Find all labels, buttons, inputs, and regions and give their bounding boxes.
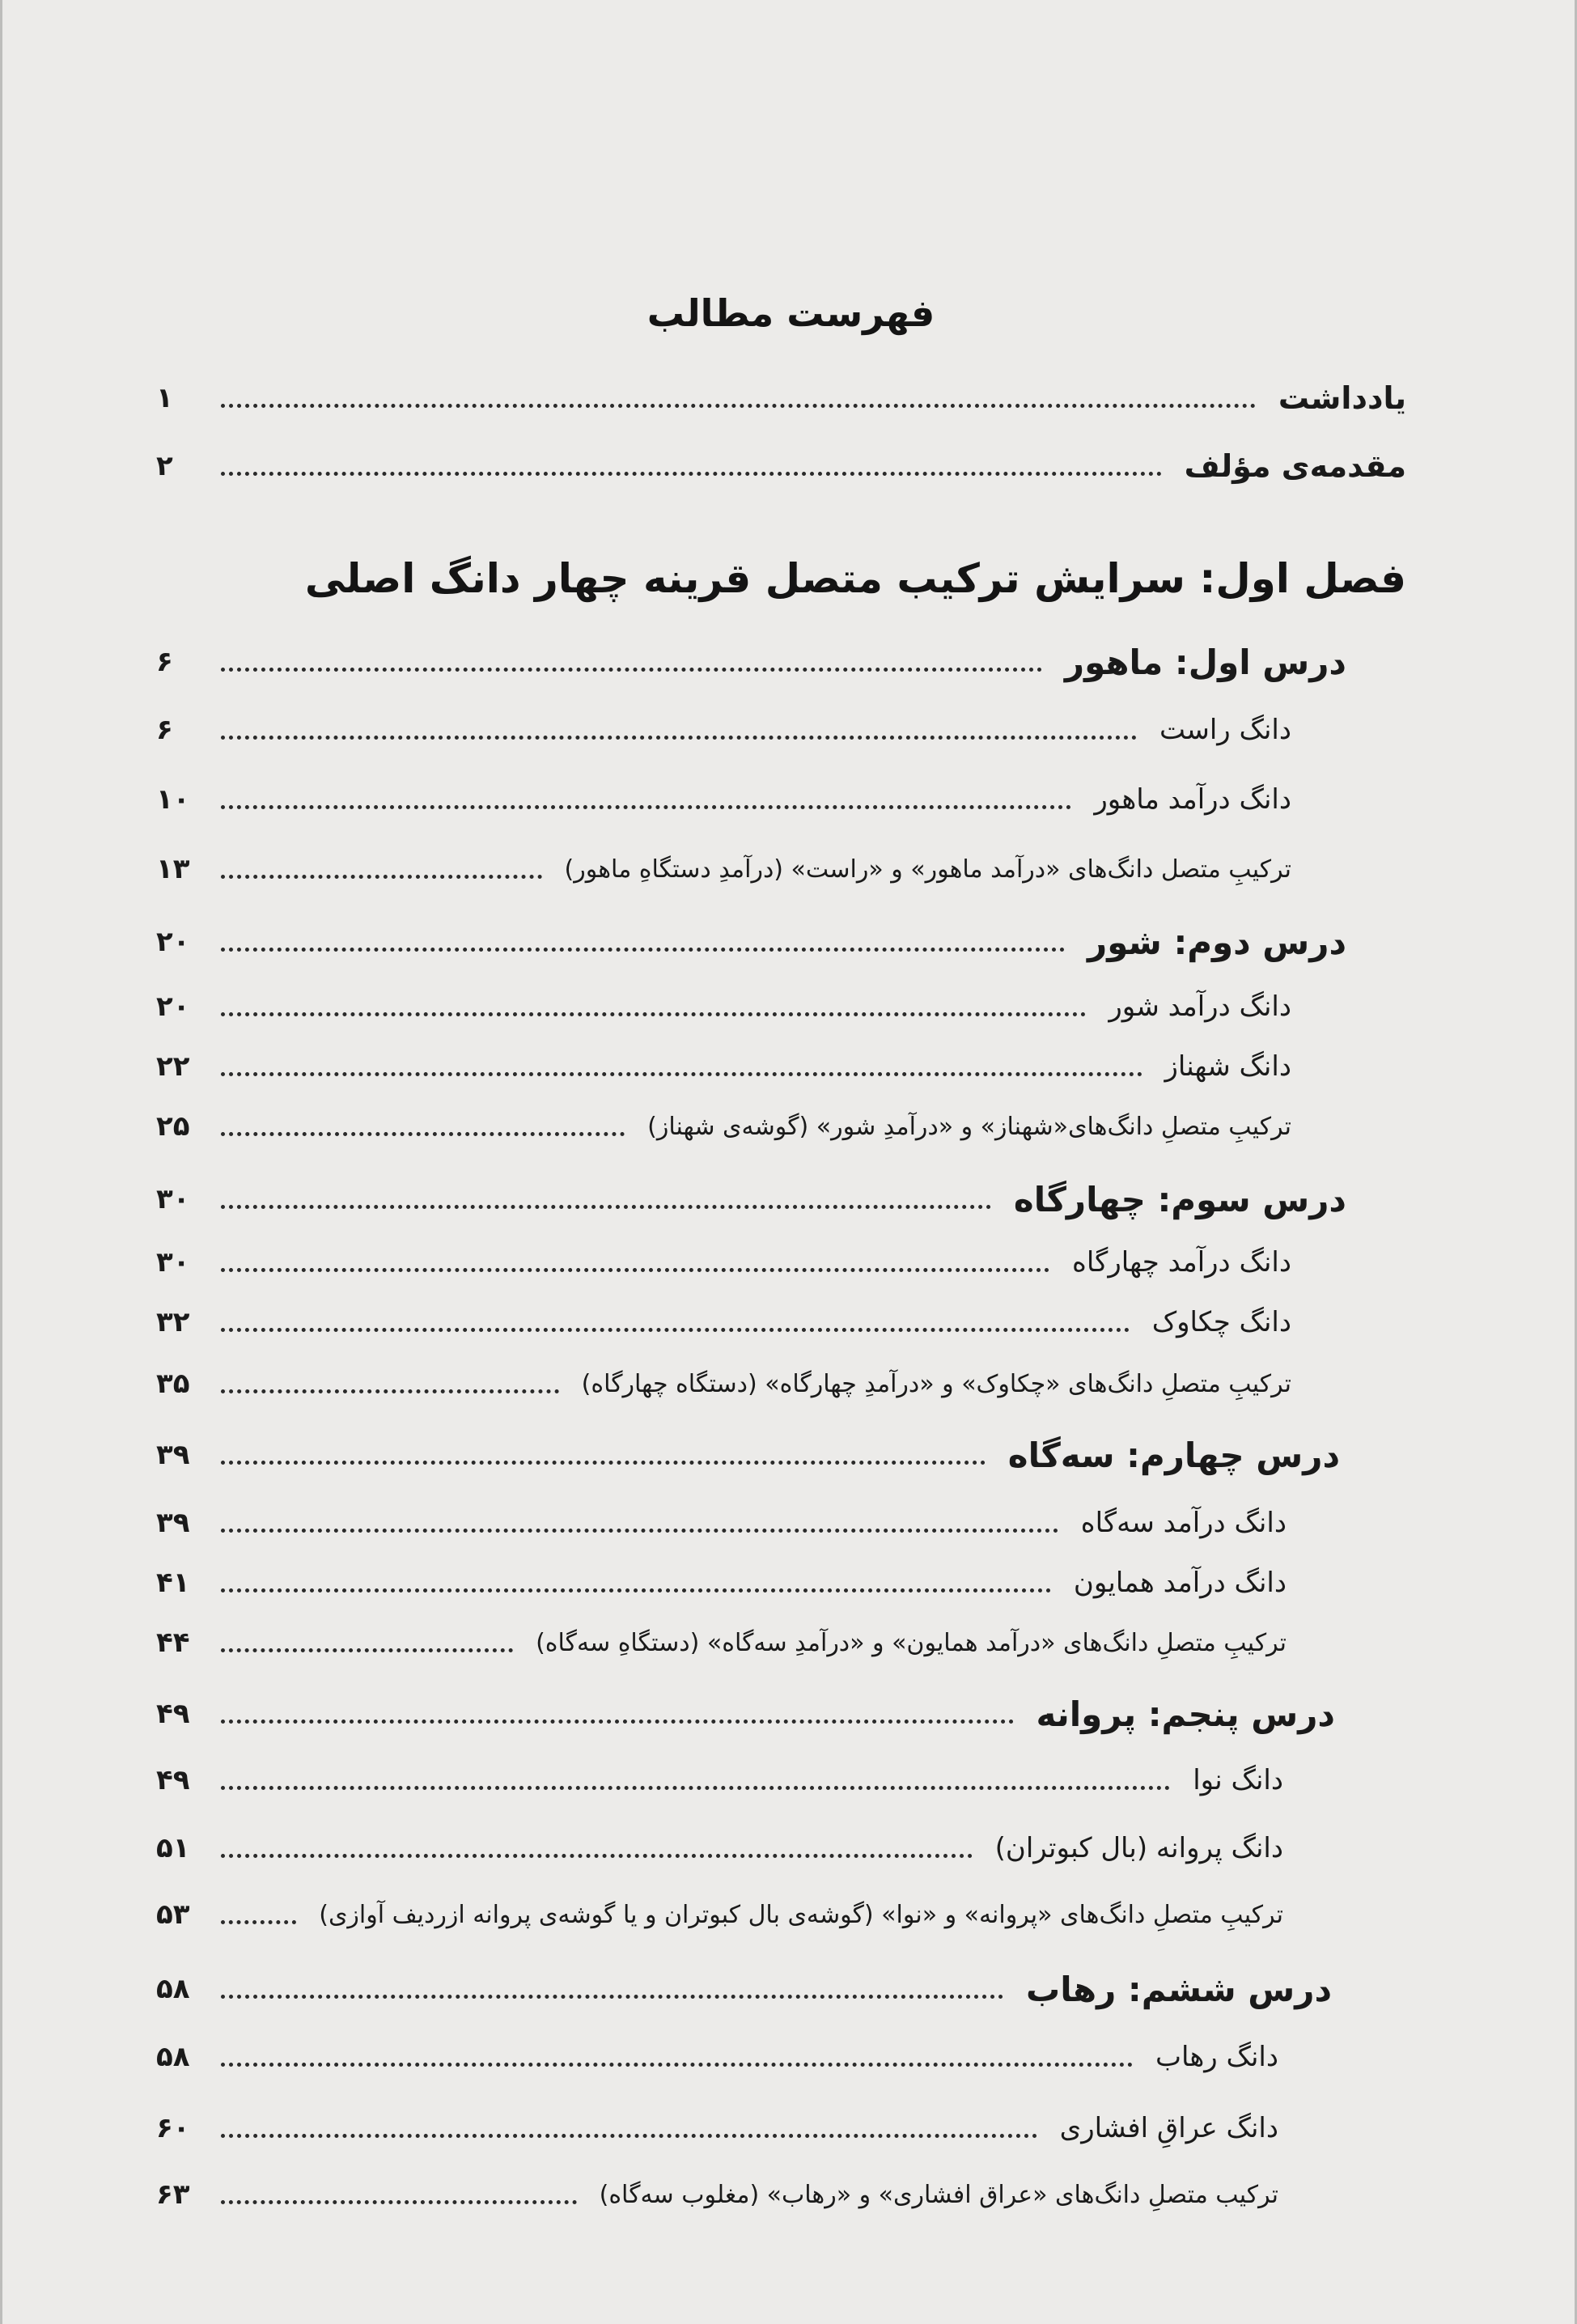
toc-lesson-1	[156, 638, 1346, 686]
entry-page-number: ۵۳	[156, 1898, 190, 1931]
entry-page-number: ۱۳	[156, 853, 190, 885]
leader-dots	[221, 1268, 1049, 1272]
entry-page-number: ۳۹	[156, 1507, 190, 1539]
leader-dots	[221, 2134, 1037, 2138]
entry-page-number: ۵۱	[156, 1832, 190, 1864]
entry-label: دانگ درآمد چهارگاه	[1072, 1246, 1291, 1279]
lesson-title: درس اول: ماهور	[1064, 642, 1346, 682]
entry-page-number: ۲۰	[156, 990, 190, 1023]
toc-lesson-6	[156, 1965, 1332, 2013]
lesson-title: درس پنجم: پروانه	[1036, 1694, 1335, 1734]
entry-label: تركيبِ متصلِ دانگ‌های«شهناز» و «درآمدِ شور» (گوشه‌ی شهناز)	[647, 1112, 1291, 1141]
leader-dots	[221, 948, 1065, 952]
lesson-page-number: ۲۰	[156, 926, 190, 958]
toc-entry-notes	[156, 374, 1406, 422]
entry-label: دانگ پروانه (بال كبوتران)	[994, 1832, 1283, 1864]
chapter-heading: فصل اول: سرايش تركيب متصل قرينه چهار دانگ اصلی	[304, 555, 1406, 602]
entry-label: مقدمه‌ی مؤلف	[1184, 448, 1406, 484]
leader-dots	[221, 736, 1137, 740]
entry-label: دانگ درآمد همايون	[1073, 1567, 1287, 1599]
entry-page-number: ۳۵	[156, 1368, 190, 1400]
entry-label: دانگ درآمد سه‌گاه	[1080, 1507, 1287, 1539]
toc-subentry	[156, 706, 1291, 754]
entry-page-number: ۶۳	[156, 2178, 190, 2211]
leader-dots	[221, 1132, 625, 1136]
entry-label: دانگ درآمد ماهور	[1094, 783, 1291, 816]
entry-label: تركيب متصلِ دانگ‌های «عراق افشاری» و «رهاب» (مغلوب سه‌گاه)	[599, 2180, 1278, 2209]
toc-subentry	[156, 2170, 1278, 2219]
entry-label: تركيبِ متصلِ دانگ‌های «چكاوک» و «درآمدِ چهارگاه» (دستگاه چهارگاه)	[581, 1369, 1291, 1398]
toc-lesson-5	[156, 1690, 1335, 1738]
toc-subentry	[156, 2033, 1278, 2081]
entry-page-number: ۲۲	[156, 1050, 190, 1083]
toc-subentry	[156, 845, 1291, 893]
entry-label: دانگ درآمد شور	[1109, 990, 1291, 1023]
entry-page-number: ۲۵	[156, 1110, 190, 1143]
entry-label: دانگ عراقِ افشاری	[1059, 2112, 1278, 2144]
toc-subentry	[156, 982, 1291, 1031]
toc-subentry	[156, 1618, 1287, 1667]
toc-subentry	[156, 1890, 1283, 1939]
entry-label: دانگ شهناز	[1164, 1050, 1291, 1083]
toc-subentry	[156, 1824, 1283, 1872]
leader-dots	[221, 1648, 513, 1652]
lesson-title: درس چهارم: سه‌گاه	[1007, 1435, 1340, 1475]
entry-label: تركيبِ متصل دانگ‌های «درآمد ماهور» و «راست» (درآمدِ دستگاهِ ماهور)	[564, 855, 1291, 884]
toc-subentry	[156, 1238, 1291, 1287]
entry-label: تركيبِ متصلِ دانگ‌های «پروانه» و «نوا» (گوشه‌ی بال كبوتران و يا گوشه‌ی پروانه ازرديف آوازی)	[319, 1900, 1283, 1929]
leader-dots	[221, 1529, 1058, 1533]
entry-label: دانگ راست	[1159, 714, 1291, 746]
leader-dots	[221, 472, 1162, 476]
leader-dots	[221, 404, 1256, 408]
leader-dots	[221, 805, 1071, 809]
leader-dots	[221, 1786, 1170, 1790]
toc-entry-author-preface	[156, 442, 1406, 490]
toc-subentry	[156, 1559, 1287, 1607]
toc-lesson-2	[156, 918, 1346, 966]
entry-page-number: ۶۰	[156, 2112, 190, 2144]
toc-subentry	[156, 775, 1291, 824]
toc-subentry	[156, 2104, 1278, 2152]
leader-dots	[221, 1012, 1086, 1016]
toc-subentry	[156, 1756, 1283, 1804]
leader-dots	[221, 1588, 1051, 1592]
entry-page-number: ۳۰	[156, 1246, 190, 1279]
page-title: فهرست مطالب	[646, 291, 935, 335]
leader-dots	[221, 875, 542, 879]
lesson-title: درس سوم: چهارگاه	[1013, 1179, 1346, 1219]
leader-dots	[221, 1389, 559, 1393]
leader-dots	[221, 668, 1042, 672]
toc-subentry	[156, 1042, 1291, 1091]
entry-page-number: ۱	[156, 382, 173, 414]
entry-page-number: ۲	[156, 450, 173, 482]
leader-dots	[221, 1995, 1003, 1999]
leader-dots	[221, 2063, 1133, 2067]
toc-subentry	[156, 1102, 1291, 1151]
entry-label: دانگ نوا	[1193, 1764, 1283, 1796]
leader-dots	[221, 1920, 296, 1924]
entry-page-number: ۱۰	[156, 783, 190, 816]
leader-dots	[221, 1205, 991, 1209]
toc-subentry	[156, 1298, 1291, 1346]
lesson-page-number: ۴۹	[156, 1698, 190, 1730]
lesson-title: درس ششم: رهاب	[1026, 1969, 1332, 2009]
toc-lesson-3	[156, 1175, 1346, 1223]
entry-page-number: ۴۹	[156, 1764, 190, 1796]
entry-page-number: ۳۲	[156, 1306, 190, 1338]
leader-dots	[221, 1072, 1142, 1076]
leader-dots	[221, 1328, 1130, 1332]
leader-dots	[221, 2200, 577, 2204]
toc-subentry	[156, 1359, 1291, 1408]
toc-lesson-4	[156, 1431, 1340, 1479]
entry-label: دانگ رهاب	[1155, 2041, 1278, 2073]
leader-dots	[221, 1854, 973, 1858]
leader-dots	[221, 1461, 986, 1465]
leader-dots	[221, 1720, 1014, 1724]
lesson-page-number: ۳۹	[156, 1439, 190, 1471]
entry-label: تركيبِ متصلِ دانگ‌های «درآمد همايون» و «درآمدِ سه‌گاه» (دستگاهِ سه‌گاه)	[536, 1628, 1287, 1657]
entry-page-number: ۴۴	[156, 1626, 190, 1659]
entry-label: يادداشت	[1278, 380, 1406, 416]
lesson-page-number: ۶	[156, 646, 173, 678]
toc-subentry	[156, 1499, 1287, 1547]
lesson-page-number: ۵۸	[156, 1973, 190, 2005]
entry-label: دانگ چكاوک	[1151, 1306, 1291, 1338]
entry-page-number: ۶	[156, 714, 173, 746]
lesson-page-number: ۳۰	[156, 1183, 190, 1215]
entry-page-number: ۴۱	[156, 1567, 190, 1599]
entry-page-number: ۵۸	[156, 2041, 190, 2073]
lesson-title: درس دوم: شور	[1087, 922, 1346, 962]
